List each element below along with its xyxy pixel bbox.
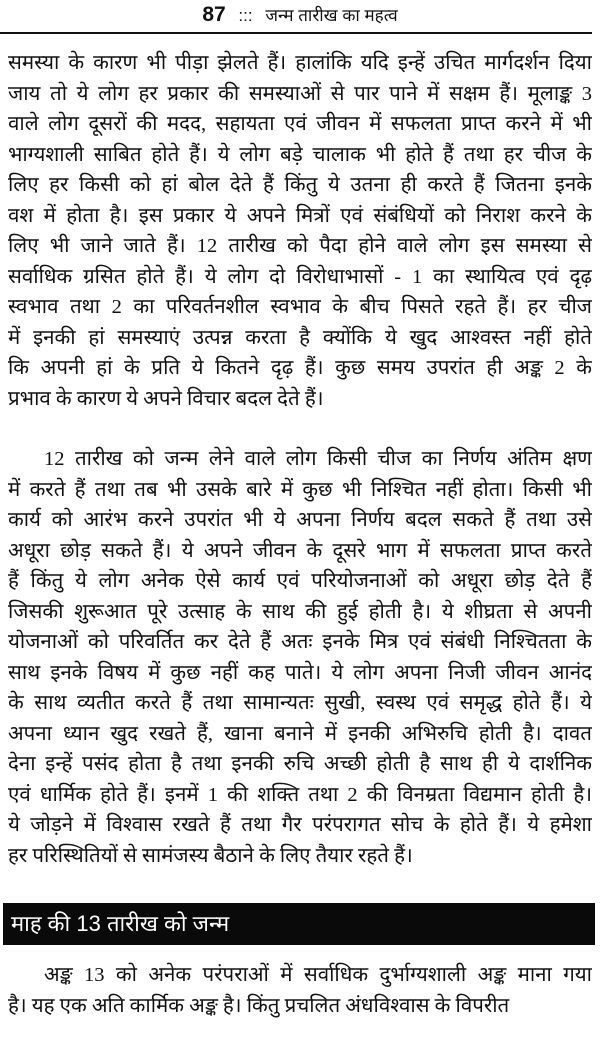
text-line: योजनाओं को परिवर्तित कर देते हैं अतः इनके मित्र एवं संबंधी निश्चितता के bbox=[8, 631, 592, 653]
text-line: कार्य को आरंभ करने उपरांत भी ये अपना निर्णय बदल सकते हैं तथा उसे bbox=[8, 509, 592, 531]
text-line: वाले लोग दूसरों की मदद, सहायता एवं जीवन में सफलता प्राप्त करने में भी bbox=[8, 113, 592, 135]
chapter-title: जन्म तारीख का महत्व bbox=[265, 6, 398, 25]
text-line: वश में होता है। इस प्रकार ये अपने मित्रों एवं संबंधियों को निराश करने के bbox=[8, 204, 592, 227]
paragraph bbox=[8, 960, 592, 1021]
text-line: लिए भी जाने जाते हैं। 12 तारीख को पैदा होने वाले लोग इस समस्या से bbox=[8, 235, 592, 257]
text-line: हैं किंतु ये लोग अनेक ऐसे कार्य एवं परियोजनाओं को अधूरा छोड़ देते हैं bbox=[8, 570, 592, 592]
text-line: सर्वाधिक ग्रसित होते हैं। ये लोग दो विरोधाभासों - 1 का स्थायित्व एवं दृढ़ bbox=[8, 265, 592, 288]
text-line: हर परिस्थितियों से सामंजस्य बैठाने के लिए तैयार रहते हैं। bbox=[8, 844, 413, 867]
page-number: 87 bbox=[202, 3, 226, 26]
paragraph bbox=[8, 444, 592, 871]
text-line: प्रभाव के कारण ये अपने विचार बदल देते हैं। bbox=[8, 387, 324, 410]
section-heading: माह की 13 तारीख को जन्म bbox=[11, 911, 230, 936]
text-line: जिसकी शुरूआत पूरे उत्साह के साथ की हुई होती है। ये शीघ्रता से अपनी bbox=[8, 600, 592, 623]
text-line: के साथ व्यतीत करते हैं तथा सामान्यतः सुखी, स्वस्थ एवं समृद्ध होते हैं। ये bbox=[8, 692, 592, 714]
running-header bbox=[0, 0, 600, 30]
text-line: समस्या के कारण भी पीड़ा झेलते हैं। हालांकि यदि इन्हें उचित मार्गदर्शन दिया bbox=[8, 52, 592, 74]
header-separator: ::: bbox=[238, 6, 253, 25]
text-line: कि अपनी हां के प्रति ये कितने दृढ़ हैं। कुछ समय उपरांत ही अङ्क 2 के bbox=[8, 357, 592, 379]
text-line: है। यह एक अति कार्मिक अङ्क है। किंतु प्रचलित अंधविश्वास के विपरीत bbox=[8, 994, 510, 1017]
text-line: अपना ध्यान खुद रखते हैं, खाना बनाने में इनकी अभिरुचि होती है। दावत bbox=[8, 722, 592, 745]
body-text bbox=[8, 48, 592, 901]
text-line: अधूरा छोड़ सकते हैं। ये अपने जीवन के दूसरे भाग में सफलता प्राप्त करते bbox=[8, 539, 592, 562]
header-rule bbox=[0, 32, 592, 34]
text-line: जाय तो ये लोग हर प्रकार की समस्याओं से पार पाने में सक्षम हैं। मूलाङ्क 3 bbox=[8, 82, 592, 105]
text-line: में इनकी हां समस्याएं उत्पन्न करता है क्योंकि ये खुद आश्वस्त नहीं होते bbox=[8, 326, 592, 349]
text-line: स्वभाव तथा 2 का परिवर्तनशील स्वभाव के बीच पिसते रहते हैं। हर चीज bbox=[8, 296, 592, 318]
text-line: भाग्यशाली साबित होते हैं। ये लोग बड़े चालाक भी होते हैं तथा हर चीज के bbox=[8, 143, 592, 166]
text-line: ये जोड़ने में विश्वास रखते हैं तथा गैर परंपरागत सोच के होते हैं। ये हमेशा bbox=[8, 814, 592, 836]
paragraph bbox=[8, 48, 592, 414]
text-line: में करते हैं तथा तब भी उसके बारे में कुछ भी निश्चित नहीं होता। किसी भी bbox=[8, 478, 592, 501]
section-heading-bar bbox=[3, 903, 595, 945]
text-line: साथ इनके विषय में कुछ नहीं कह पाते। ये लोग अपना निजी जीवन आनंद bbox=[8, 661, 592, 684]
text-line: देना इन्हें पसंद होता है तथा इनकी रुचि अच्छी होती है साथ ही ये दार्शनिक bbox=[8, 753, 592, 775]
text-line: लिए हर किसी को हां बोल देते हैं किंतु ये उतना ही करते हैं जितना इनके bbox=[8, 174, 592, 196]
section-body-text bbox=[8, 960, 592, 1051]
text-line: 12 तारीख को जन्म लेने वाले लोग किसी चीज का निर्णय अंतिम क्षण bbox=[44, 448, 592, 470]
text-line: एवं धार्मिक होते हैं। इनमें 1 की शक्ति तथा 2 की विनम्रता विद्यमान होती है। bbox=[8, 783, 592, 806]
text-line: अङ्क 13 को अनेक परंपराओं में सर्वाधिक दुर्भाग्यशाली अङ्क माना गया bbox=[44, 964, 592, 986]
